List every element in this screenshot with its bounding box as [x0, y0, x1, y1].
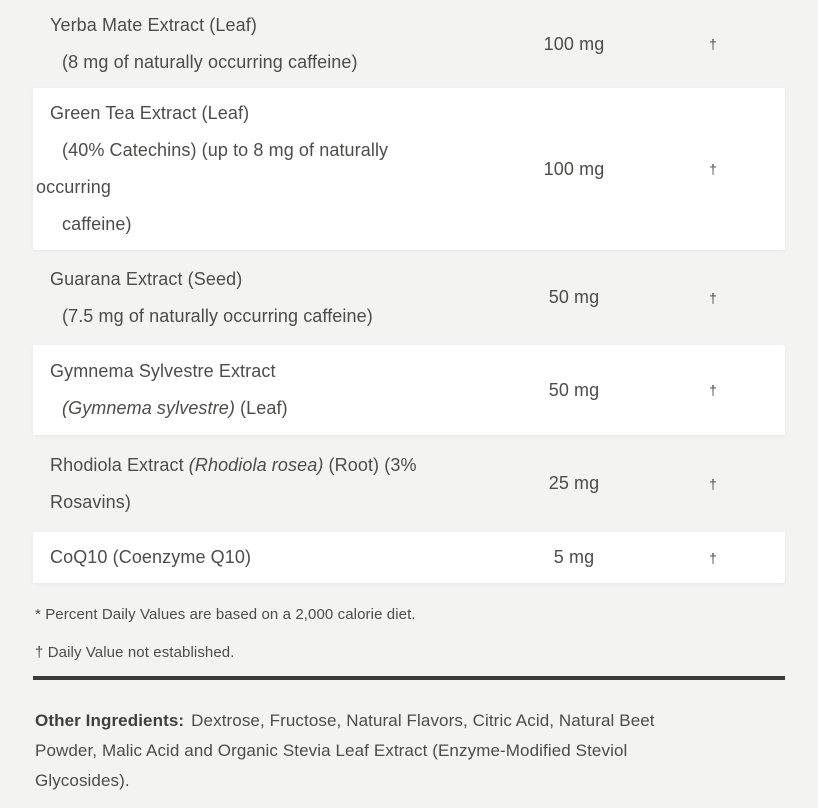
ingredient-row-inner [33, 435, 785, 532]
ingredient-text: (40% Catechins) (up to 8 mg of naturally [62, 140, 389, 160]
ingredient-name-line [50, 206, 493, 243]
ingredient-row-inner [33, 0, 785, 88]
other-ingredients-line [35, 706, 783, 736]
ingredient-name-line [50, 539, 493, 576]
ingredient-amount: 100 mg [543, 158, 605, 179]
ingredient-name [33, 447, 493, 521]
ingredient-name [33, 7, 493, 81]
other-ingredients-text: Powder, Malic Acid and Organic Stevia Leaf Extract (Enzyme-Modified Steviol [35, 741, 628, 760]
ingredient-name-line [50, 353, 493, 390]
ingredient-name-line [50, 298, 493, 335]
ingredient-text: occurring [36, 177, 111, 197]
ingredient-row-inner [33, 250, 785, 345]
ingredient-text: caffeine) [62, 214, 132, 234]
daily-value-dagger: † [709, 475, 717, 492]
ingredient-text: (Root) (3% [323, 454, 417, 475]
ingredient-name-line [36, 169, 493, 206]
other-ingredients [35, 706, 783, 796]
ingredient-name-line [50, 7, 493, 44]
ingredient-name-line [50, 95, 493, 132]
footnotes [0, 583, 818, 663]
ingredient-text: CoQ10 (Coenzyme Q10) [50, 547, 252, 567]
ingredient-text: (8 mg of naturally occurring caffeine) [62, 52, 358, 72]
ingredient-amount: 5 mg [553, 547, 595, 567]
daily-value-dagger: † [709, 549, 717, 566]
ingredient-amount: 50 mg [548, 379, 600, 400]
ingredient-name-line [50, 484, 493, 521]
ingredient-row-green-tea [0, 88, 818, 250]
ingredient-name-line [50, 261, 493, 298]
ingredient-name-line [50, 132, 493, 169]
ingredient-name [33, 353, 493, 427]
ingredient-row-rhodiola [0, 435, 818, 532]
ingredient-text: Yerba Mate Extract (Leaf) [50, 15, 257, 35]
ingredient-amount: 50 mg [548, 287, 600, 307]
ingredient-row-coq10 [0, 532, 818, 583]
ingredient-text: Gymnema Sylvestre Extract [50, 361, 276, 381]
ingredient-name-line [50, 447, 493, 484]
ingredient-name-line [50, 390, 493, 427]
ingredient-text: Rhodiola Extract [50, 454, 189, 475]
ingredient-text: (7.5 mg of naturally occurring caffeine) [62, 305, 373, 326]
ingredient-row-inner [33, 88, 785, 250]
footnote-daily-value-not-established: † Daily Value not established. [35, 644, 235, 661]
ingredient-name-line [50, 44, 493, 81]
other-ingredients-label: Other Ingredients: [35, 711, 185, 730]
footnote-percent-daily-values: * Percent Daily Values are based on a 2,000 calorie diet. [35, 606, 416, 623]
ingredient-text: Rosavins) [50, 491, 131, 512]
ingredient-row-gymnema [0, 345, 818, 435]
ingredient-name [33, 539, 493, 576]
other-ingredients-line [35, 766, 783, 796]
ingredient-text: Guarana Extract (Seed) [50, 268, 243, 289]
daily-value-dagger: † [709, 161, 717, 177]
botanical-name: (Rhodiola rosea) [188, 454, 324, 475]
ingredient-name [33, 95, 493, 243]
botanical-name: (Gymnema sylvestre) [62, 398, 235, 418]
ingredient-name [33, 261, 493, 335]
daily-value-dagger: † [709, 382, 717, 398]
ingredient-row-guarana [0, 250, 818, 345]
other-ingredients-line [35, 736, 783, 766]
daily-value-dagger: † [709, 289, 717, 306]
ingredient-row-inner [33, 532, 785, 583]
ingredient-amount: 25 mg [548, 473, 600, 493]
ingredient-amount: 100 mg [543, 33, 605, 54]
section-divider [33, 676, 785, 680]
ingredient-row-yerba-mate [0, 0, 818, 88]
daily-value-dagger: † [709, 36, 717, 52]
ingredient-text: (Leaf) [234, 398, 288, 418]
other-ingredients-text: Glycosides). [35, 771, 130, 790]
other-ingredients-text: Dextrose, Fructose, Natural Flavors, Citric Acid, Natural Beet [191, 711, 655, 730]
ingredient-text: Green Tea Extract (Leaf) [50, 103, 250, 123]
ingredient-row-inner [33, 345, 785, 435]
